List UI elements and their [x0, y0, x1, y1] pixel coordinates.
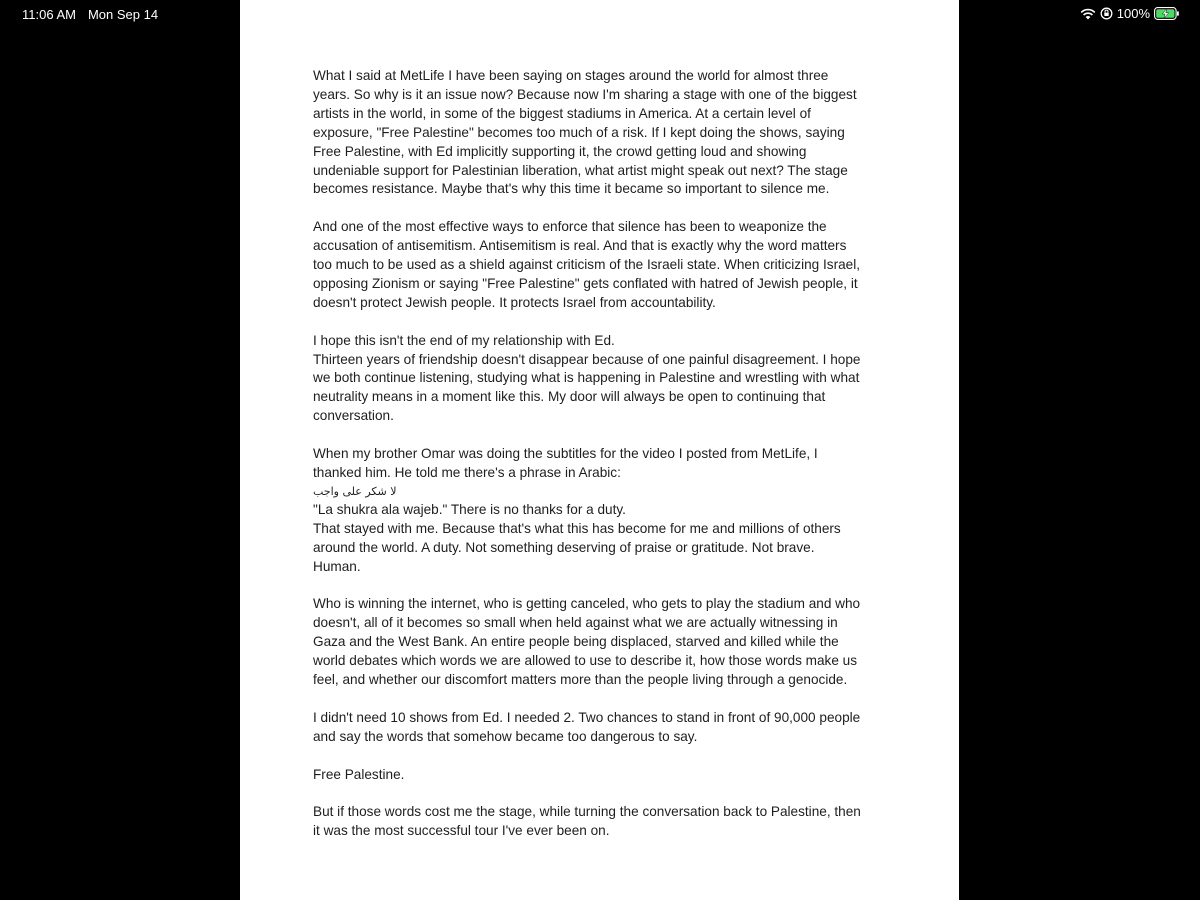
text-line: feel, and whether our discomfort matters more than the people living through a genocide.: [313, 672, 848, 688]
paragraph: [313, 595, 903, 690]
text-line: becomes resistance. Maybe that's why this time it became so important to silence me.: [313, 181, 830, 197]
text-line: And one of the most effective ways to enforce that silence has been to weaponize the: [313, 219, 827, 235]
status-left: [22, 7, 158, 22]
text-line: it was the most successful tour I've ever been on.: [313, 823, 610, 839]
text-line: and say the words that somehow became too dangerous to say.: [313, 728, 698, 744]
status-right: [1080, 6, 1180, 21]
text-line: years. So why is it an issue now? Because now I'm sharing a stage with one of the biggest: [313, 86, 857, 102]
text-line: Free Palestine, with Ed implicitly supporting it, the crowd getting loud and showing: [313, 143, 807, 159]
text-line: around the world. A duty. Not something deserving of praise or gratitude. Not brave.: [313, 539, 815, 555]
text-line: But if those words cost me the stage, while turning the conversation back to Palestine, then: [313, 804, 861, 820]
paragraph: [313, 766, 903, 785]
paragraph: [313, 67, 903, 199]
text-line: artists in the world, in some of the biggest stadiums in America. At a certain level of: [313, 105, 811, 121]
paragraph: [313, 218, 903, 313]
text-line: we both continue listening, studying what is happening in Palestine and wrestling with what: [313, 370, 860, 386]
text-line: Free Palestine.: [313, 766, 405, 782]
text-line: Thirteen years of friendship doesn't disappear because of one painful disagreement. I hope: [313, 351, 861, 367]
battery-charging-icon: [1154, 7, 1180, 20]
paragraph: [313, 332, 903, 427]
status-time: 11:06 AM: [22, 7, 76, 22]
text-line: Gaza and the West Bank. An entire people being displaced, starved and killed while the: [313, 634, 839, 650]
text-line: doesn't, all of it becomes so small when held against what we are actually witnessing in: [313, 615, 838, 631]
text-line: undeniable support for Palestinian liberation, what artist might speak out next? The stage: [313, 162, 848, 178]
text-line: When my brother Omar was doing the subtitles for the video I posted from MetLife, I: [313, 446, 818, 462]
status-date: Mon Sep 14: [87, 7, 159, 22]
text-line: Who is winning the internet, who is getting canceled, who gets to play the stadium and who: [313, 596, 861, 612]
text-line: "La shukra ala wajeb." There is no thanks for a duty.: [313, 501, 626, 517]
orientation-lock-icon: [1100, 7, 1113, 20]
paragraph: [313, 709, 903, 747]
paragraph: [313, 803, 903, 841]
paragraph: [313, 445, 903, 576]
text-line: conversation.: [313, 408, 394, 424]
wifi-icon: [1080, 8, 1096, 20]
battery-percent: 100%: [1116, 6, 1150, 21]
text-line: exposure, "Free Palestine" becomes too much of a risk. If I kept doing the shows, saying: [313, 124, 845, 140]
text-line: I hope this isn't the end of my relationship with Ed.: [313, 332, 615, 348]
document-page[interactable]: [240, 0, 959, 900]
text-line: opposing Zionism or saying "Free Palestine" gets conflated with hatred of Jewish people, it: [313, 275, 858, 291]
text-line: doesn't protect Jewish people. It protects Israel from accountability.: [313, 294, 716, 310]
text-line: Human.: [313, 558, 361, 574]
text-line: too much to be used as a shield against criticism of the Israeli state. When criticizing Israel,: [313, 257, 861, 273]
text-line: What I said at MetLife I have been saying on stages around the world for almost three: [313, 68, 829, 83]
text-line: I didn't need 10 shows from Ed. I needed 2. Two chances to stand in front of 90,000 people: [313, 709, 861, 725]
text-line: accusation of antisemitism. Antisemitism is real. And that is exactly why the word matters: [313, 238, 847, 254]
document-text: [313, 67, 903, 860]
text-line: That stayed with me. Because that's what this has become for me and millions of others: [313, 520, 841, 536]
text-line: world debates which words we are allowed to use to describe it, how those words make us: [313, 653, 858, 669]
text-line: neutrality means in a moment like this. My door will always be open to continuing that: [313, 389, 826, 405]
text-line: thanked him. He told me there's a phrase in Arabic:: [313, 464, 621, 480]
arabic-phrase: لا شكر على واجب: [313, 484, 397, 498]
